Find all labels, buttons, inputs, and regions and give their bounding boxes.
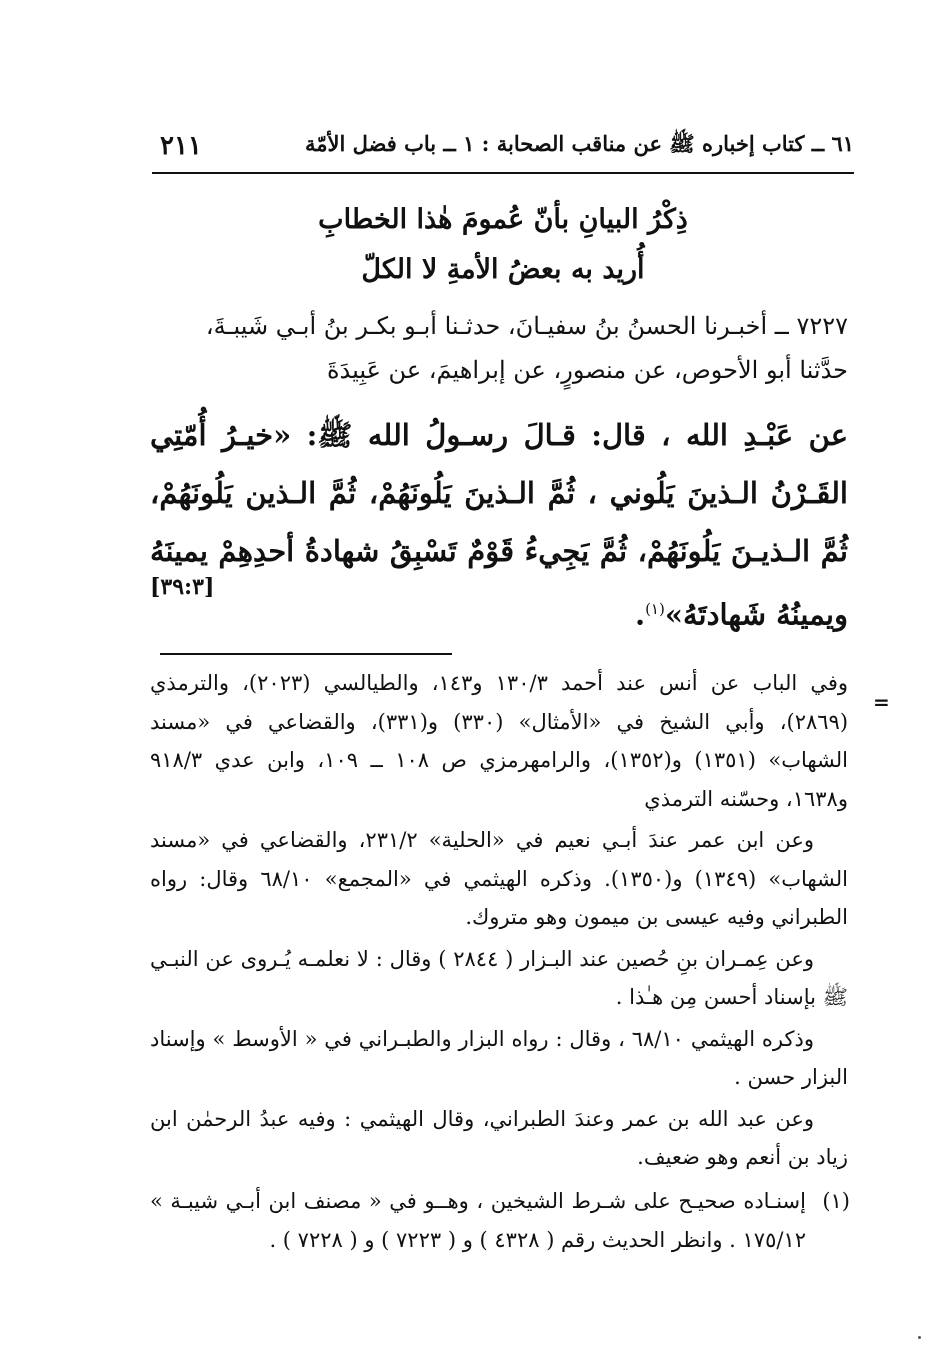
- note-paragraph: وفي الباب عن أنس عند أحمد ١٣٠/٣ و١٤٣، والطيالسي (٢٠٢٣)، والترمذي (٢٨٦٩)، وأبي الشيخ في «الأمثال» (٣٣٠) و(٣٣١)، والقضاعي في «مسند الشهاب» (١٣٥١) و(١٣٥٢)، والرامهرمزي ص ١٠٨ ــ ١٠٩، وابن عدي ٩١٨/٣ و١٦٣٨، وحسّنه الترمذي: [150, 671, 849, 811]
- matn-text: عن عَبْـدِ الله ، قال: قـالَ رسـولُ الله ﷺ: «خيـرُ أُمّتِي القَـرْنُ الـذينَ يَلُوني ، ثُمَّ الـذينَ يَلُونَهُمْ، ثُمَّ الـذين يَلُونَهُمْ، ثُمَّ الـذيـنَ يَلُونَهُمْ، ثُمَّ يَجِيءُ قَوْمٌ تَسْبِقُ شهادةُ أحدِهِمْ يمينَهُ ويمينُهُ شَهادتَهُ»: [150, 418, 848, 632]
- notes-block: [150, 664, 848, 1180]
- hadith-matn: [150, 406, 848, 644]
- footnote-text: إسنـاده صحيـح على شـرط الشيخين ، وهــو في « مصنف ابن أبـي شيبـة » ١٧٥/١٢ . وانظر الحديث رقم ( ٤٣٢٨ ) و ( ٧٢٢٣ ) و ( ٧٢٢٨ ) .: [150, 1189, 806, 1252]
- header-rule: [152, 172, 854, 174]
- chapter-heading-line-1: ذِكْرُ البيانِ بأنّ عُمومَ هٰذا الخطابِ: [318, 204, 688, 235]
- running-title: ٦١ ــ كتاب إخباره ﷺ عن مناقب الصحابة : ١ ــ باب فضل الأمّة: [305, 130, 854, 156]
- footnote: [150, 1182, 850, 1259]
- footnote-rule: [160, 653, 452, 655]
- note-paragraph: وعن عِمـران بنِ حُصين عند البـزار ( ٢٨٤٤ ) وقال : لا نعلمـه يُـروى عن النبـي ﷺ بإسناد أحسن مِن هـٰذا .: [150, 946, 848, 1009]
- scan-speck: [918, 1336, 921, 1339]
- hadith-isnad: [150, 304, 848, 392]
- note-paragraph: وعن ابن عمر عندَ أبـي نعيم في «الحلية» ٢٣١/٢، والقضاعي في «مسند الشهاب» (١٣٤٩) و(١٣٥٠). وذكره الهيثمي في «المجمع» ٦٨/١٠ وقال: رواه الطبراني وفيه عيسى بن ميمون وهو متروك.: [150, 828, 849, 929]
- footnote-marker: (١): [822, 1189, 850, 1213]
- matn-end-mark: .: [634, 597, 646, 632]
- isnad-line-2: حدَّثنا أبو الأحوص، عن منصورٍ، عن إبراهيمَ، عن عَبِيدَةَ: [326, 356, 848, 384]
- running-header: [160, 126, 854, 166]
- page-number: ٢١١: [160, 131, 202, 161]
- note-paragraph: وعن عبد الله بن عمر وعندَ الطبراني، وقال الهيثمي : وفيه عبدُ الرحمٰن ابن زياد بن أنعم وهو ضعيف.: [150, 1106, 848, 1169]
- continuation-mark: =: [873, 690, 890, 714]
- note-paragraph: وذكره الهيثمي ٦٨/١٠ ، وقال : رواه البزار والطبـراني في « الأوسط » وإسناد البزار حسن .: [150, 1026, 848, 1089]
- chapter-heading: [160, 195, 846, 295]
- chapter-heading-line-2: أُريد به بعضُ الأمةِ لا الكلّ: [361, 254, 645, 285]
- isnad-line-1: ٧٢٢٧ ــ أخبـرنا الحسنُ بنُ سفيـانَ، حدثـنا أبـو بكـر بنُ أبـي شَيبـةَ،: [205, 312, 848, 340]
- footnote-reference: (١): [645, 600, 665, 618]
- source-reference: [٣٩:٣]: [150, 574, 215, 600]
